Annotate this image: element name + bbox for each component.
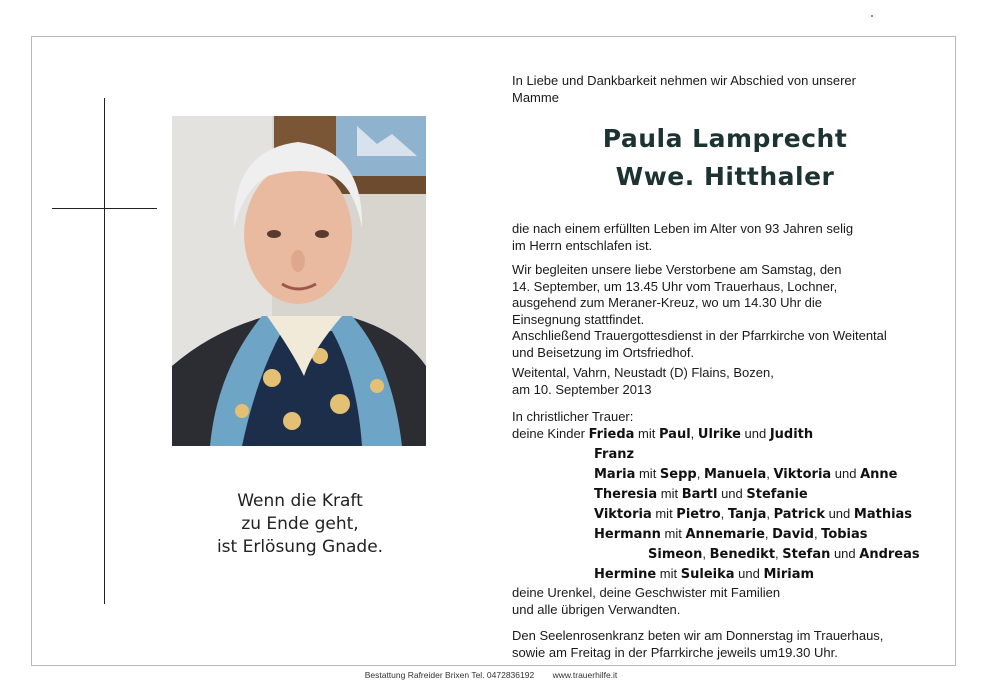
connector: und [824, 506, 854, 521]
family-name: Mathias [853, 507, 913, 522]
connector: , [766, 466, 774, 481]
family-name: Suleika [680, 567, 735, 582]
paragraph-funeral [512, 262, 942, 361]
connector: , [775, 546, 783, 561]
intro-line: Mamme [512, 90, 559, 105]
paragraph-relatives [512, 585, 942, 618]
quote-line: zu Ende geht, [241, 514, 359, 534]
text-line: am 10. September 2013 [512, 381, 652, 397]
connector: und [831, 466, 861, 481]
family-name: Patrick [773, 507, 825, 522]
connector: , [690, 426, 698, 441]
cross-horizontal [52, 208, 157, 209]
family-row [594, 506, 912, 522]
connector: und [717, 486, 747, 501]
cross-vertical [104, 98, 105, 604]
connector: und [830, 546, 860, 561]
family-name: Simeon [648, 547, 703, 562]
family-name: Theresia [594, 487, 658, 502]
connector: , [702, 546, 710, 561]
family-name: Benedikt [709, 547, 776, 562]
family-name: Stefanie [746, 487, 808, 502]
family-name: David [772, 527, 814, 542]
family-name: Viktoria [773, 467, 832, 482]
connector: und [734, 566, 764, 581]
connector: , [720, 506, 728, 521]
family-name: Frieda [588, 427, 635, 442]
family-name: Bartl [681, 487, 718, 502]
family-row [594, 466, 898, 482]
quote [170, 490, 430, 559]
family-name: Viktoria [594, 507, 652, 522]
text-line: im Herrn entschlafen ist. [512, 237, 653, 253]
mourning-heading [512, 409, 942, 426]
family-name: Sepp [659, 467, 697, 482]
family-row [512, 426, 813, 442]
family-name: Tobias [821, 527, 868, 542]
kinder-prefix: deine Kinder [512, 426, 589, 441]
paragraph-place-date [512, 365, 942, 398]
connector: , [696, 466, 704, 481]
family-name: Franz [594, 447, 635, 462]
intro-text [512, 72, 932, 106]
text-line: Weitental, Vahrn, Neustadt (D) Flains, Bozen, [512, 365, 774, 380]
paragraph-life [512, 221, 942, 254]
family-name: Annemarie [685, 527, 765, 542]
family-row [594, 526, 868, 542]
footer [0, 670, 982, 680]
connector: mit [635, 466, 660, 481]
text-line: In christlicher Trauer: [512, 409, 634, 424]
connector: mit [656, 566, 681, 581]
quote-line: ist Erlösung Gnade. [216, 537, 384, 557]
connector: mit [634, 426, 659, 441]
connector: mit [660, 526, 686, 541]
family-name: Miriam [763, 567, 815, 582]
text-line: und Beisetzung im Ortsfriedhof. [512, 344, 695, 360]
connector: mit [651, 506, 677, 521]
quote-line: Wenn die Kraft [237, 491, 363, 511]
family-name: Paul [659, 427, 691, 442]
connector: , [766, 506, 774, 521]
paragraph-rosary [512, 628, 942, 661]
intro-line: In Liebe und Dankbarkeit nehmen wir Abschied von unserer [512, 73, 856, 88]
connector: und [740, 426, 770, 441]
connector: , [813, 526, 822, 541]
family-name: Hermine [594, 567, 657, 582]
family-name: Andreas [859, 547, 920, 562]
family-name: Ulrike [697, 427, 741, 442]
family-row [594, 446, 634, 462]
family-row [648, 546, 920, 562]
family-name: Judith [769, 427, 814, 442]
family-name: Maria [594, 467, 636, 482]
text-line: sowie am Freitag in der Pfarrkirche jeweils um19.30 Uhr. [512, 644, 838, 660]
connector: mit [657, 486, 682, 501]
family-name: Manuela [703, 467, 767, 482]
family-row [594, 566, 814, 582]
deceased-married-name: Wwe. Hitthaler [615, 162, 835, 191]
portrait-photo [172, 116, 426, 446]
text-line: Wir begleiten unsere liebe Verstorbene am Samstag, den [512, 262, 842, 277]
deceased-name: Paula Lamprecht [602, 124, 848, 153]
text-line: deine Urenkel, deine Geschwister mit Familien [512, 585, 781, 600]
family-name: Stefan [782, 547, 831, 562]
text-line: ausgehend zum Meraner-Kreuz, wo um 14.30 Uhr die [512, 295, 822, 310]
speck [871, 15, 873, 17]
connector: , [764, 526, 773, 541]
footer-undertaker: Bestattung Rafreider Brixen Tel. 0472836192 [364, 670, 535, 680]
family-row [594, 486, 808, 502]
family-name: Tanja [727, 507, 767, 522]
family-name: Hermann [594, 527, 661, 542]
family-name: Anne [860, 467, 898, 482]
family-name: Pietro [676, 507, 721, 522]
footer-website: www.trauerhilfe.it [552, 670, 618, 680]
text-line: Anschließend Trauergottesdienst in der Pfarrkirche von Weitental [512, 328, 887, 343]
text-line: Den Seelenrosenkranz beten wir am Donnerstag im Trauerhaus, [512, 628, 884, 643]
text-line: 14. September, um 13.45 Uhr vom Trauerhaus, Lochner, [512, 278, 838, 294]
text-line: und alle übrigen Verwandten. [512, 601, 681, 617]
text-line: die nach einem erfüllten Leben im Alter von 93 Jahren selig [512, 221, 854, 236]
text-line: Einsegnung stattfindet. [512, 311, 645, 327]
